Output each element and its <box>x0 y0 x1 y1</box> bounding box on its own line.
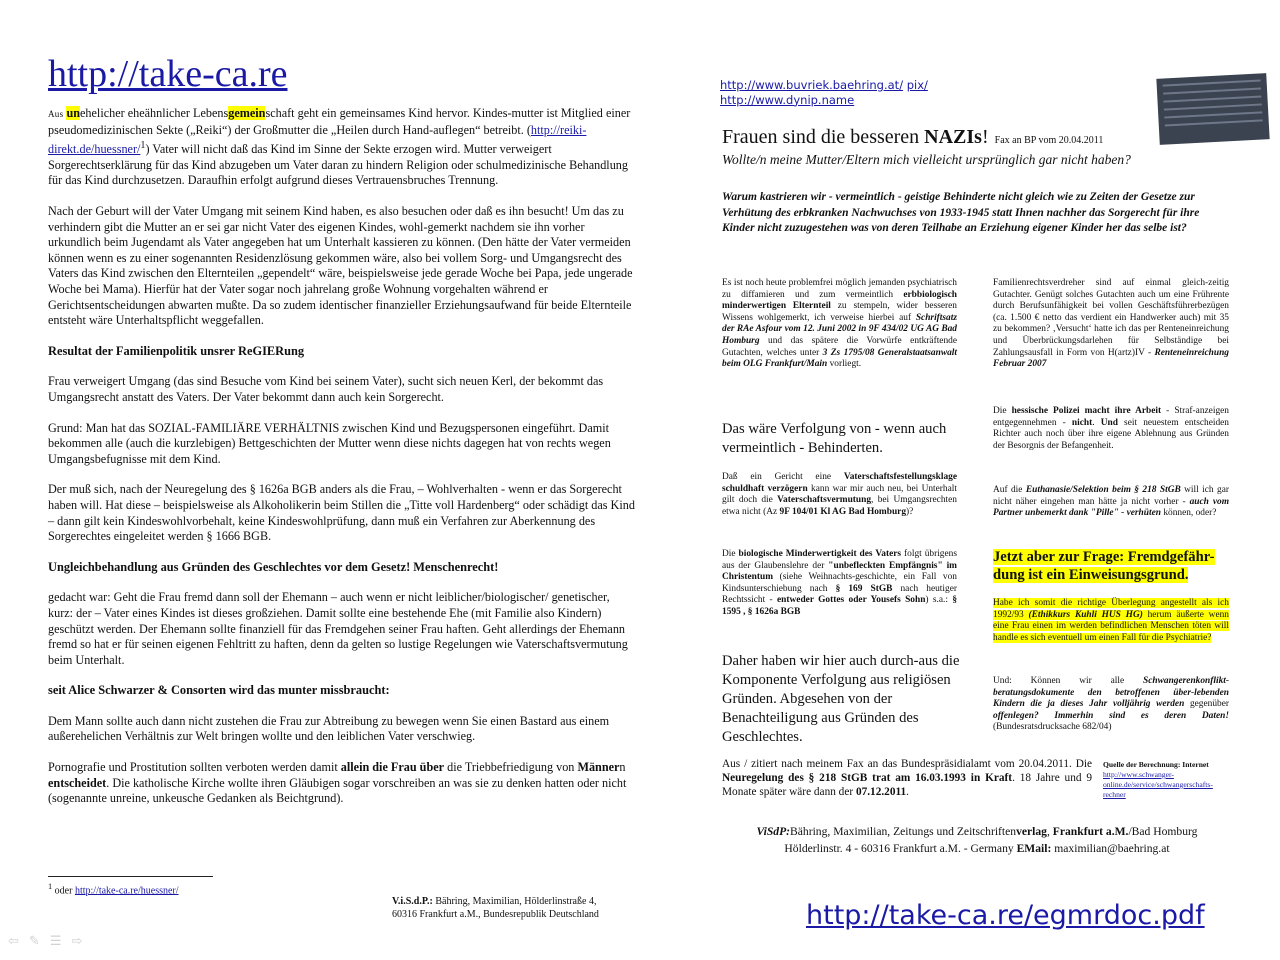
paragraph-7: Dem Mann sollte auch dann nicht zustehen die Frau zur Abtreibung zu bewegen wenn Sie einen Bastard aus einem außerehelichen Verhältnis zur Welt bringen wollte und den leiblichen Vater verschwieg. <box>48 713 610 744</box>
col1-paragraph-3: Die biologische Minderwertigkeit des Vaters folgt übrigens aus der Glaubenslehre der "unbefleckten Empfängnis" im Christentum (siehe Weihnachts-geschichte, ein Fall von Kindsunterschiebung nach § 169 StGB nach heutiger Rechtssicht - entweder Gottes oder Yousefs Sohn) s.a.: § 1595 , § 1626a BGB <box>722 549 957 617</box>
buvriek-link[interactable]: http://www.buvriek.baehring.at/ <box>720 78 904 92</box>
heading-alice-schwarzer: seit Alice Schwarzer & Consorten wird das munter missbraucht: <box>48 683 390 698</box>
postage-stamp-image <box>1156 73 1269 145</box>
pen-icon[interactable]: ✎ <box>28 934 50 949</box>
header-links <box>720 78 1230 107</box>
footnote: $^1$ oder http://take-ca.re/huessner/ <box>48 882 179 897</box>
dynip-link[interactable]: http://www.dynip.name <box>720 92 855 107</box>
col1-heading-verfolgung: Das wäre Verfolgung von - wenn auch vermeintlich - Behinderten. <box>722 421 947 456</box>
question-paragraph: Warum kastrieren wir - vermeintlich - geistige Behinderte nicht gleich wie zu Zeiten der Gesetze zur Verhütung des erbkranken Nachwuchses von 1933-1945 statt Ihnen nachher das Sorgerecht für ihre Kinder nicht zuzugestehen was von deren Teilhabe an Erziehung eigener Kinder her das selbe ist? <box>722 191 1200 234</box>
paragraph-1: Aus unehelicher eheähnlicher Lebensgemeinschaft geht ein gemeinsames Kind hervor. Kindes-mutter ist Mitglied einer pseudomedizinischen Sekte („Reiki“) der Großmutter die „Heilen durch Hand-auflegen“ betreibt. (http://reiki-direkt.de/huessner/$^1$) Vater will nicht daß das Kind im Sinne der Sekte erzogen wird. Mutter verweigert Sorgerechtserklärung für das Kind abzugeben um Vater daran zu hindern Religion oder schulmedizinische Behandlung für das Kind durchzusetzen. Daraufhin erfolgt aufgrund dieses Vertrauensbruches Trennung. <box>48 106 631 188</box>
col2-heading-frage: Jetzt aber zur Frage: Fremdgefähr-dung ist ein Einweisungsgrund. <box>993 549 1215 584</box>
col2-paragraph-1: Familienrechtsverdreher sind auf einmal gleich-zeitig Gutachter. Genügt solches Gutachten auch um eine Frührente durch Berufsunfähigkeit bei vollen Geschäftsführerbezügen (ca. 1.500 € netto das verdient ein Handwerker auch) mit 35 zu bekommen? ‚Versucht‘ hatte ich das per Renteneinreichung und Überbrückungsdarlehen für Selbständige bei Zahlungsausfall in Form von H(artz)IV - Renteneinreichung Februar 2007 <box>993 278 1229 370</box>
paragraph-5: Der muß sich, nach der Neuregelung des § 1626a BGB anders als die Frau, – Wohlverhalten - wenn er das Sorgerecht haben will. Hat diese – beispielsweise als Alkoholikerin beim Stillen die „Titte voll Hardenberg“ oder schädigt das Kind – dann gilt kein Kindeswohlvorbehalt, keine Kindeswohlprüfung, dann muß ein Verfahren zur Aberkennung des Sorgerechtes eingeleitet werden § 1666 BGB. <box>48 482 635 544</box>
col1-paragraph-2: Daß ein Gericht eine Vaterschaftsfestellungsklage schuldhaft verzögern kann war mir auch neu, bei Unterhalt gilt doch die Vaterschaftsvermutung, bei Umgangsrechten etwa nicht (Az 9F 104/01 Kl AG Bad Homburg)? <box>722 472 957 517</box>
col1-heading-religion: Daher haben wir hier auch durch-aus die Komponente Verfolgung aus religiösen Gründen. Abgesehen von der Benachteiligung aus Gründen des Geschlechtes. <box>722 653 960 745</box>
col1-paragraph-1: Es ist noch heute problemfrei möglich jemanden psychiatrisch zu diffamieren und zum vermeintlich erbbiologisch minderwertigen Elternteil zu stempeln, wider besseren Wissens wohlgemerkt, ich verweise hierbei auf Schriftsatz der RAe Asfour vom 12. Juni 2002 in 9F 434/02 UG AG Bad Homburg und das spätere die Vorwürfe entkräftende Gutachten, welches unter 3 Zs 1795/08 Generalstaatsanwalt beim OLG Frankfurt/Main vorliegt. <box>722 278 957 370</box>
col2-paragraph-4: Habe ich somit die richtige Überlegung angestellt als ich 1992/93 (Ethikkurs Kuhli HUS HG) herum äußerte wenn eine Frau einen im werden befindlichen Menschen töten will handle es sich eventuell um einen Fall für die Psychiatrie? <box>993 598 1229 643</box>
source-note: Quelle der Berechnung: Internet http://www.schwanger-online.de/service/schwangerschafts-rechner <box>1103 760 1213 799</box>
paragraph-3: Frau verweigert Umgang (das sind Besuche vom Kind bei seinem Vater), sucht sich neuen Kerl, der bekommt das Umgangsrecht anstatt des Vaters. Der Vater bekommt dann auch kein Sorgerecht. <box>48 374 604 404</box>
left-document <box>48 52 636 822</box>
schwanger-online-link[interactable]: http://www.schwanger-online.de/service/schwangerschafts-rechner <box>1103 770 1213 799</box>
arrow-left-icon[interactable]: ⇦ <box>8 934 29 949</box>
bottom-note: Aus / zitiert nach meinem Fax an das Bundespräsidialamt vom 20.04.2011. Die Neuregelung des § 218 StGB trat am 16.03.1993 in Kraft. 18 Jahre und 9 Monate später wäre dann der 07.12.2011. <box>722 758 1093 798</box>
pix-link[interactable]: pix/ <box>906 78 928 92</box>
heading-familienpolitik: Resultat der Familienpolitik unsrer ReGIERung <box>48 343 305 358</box>
col2-paragraph-3: Auf die Euthanasie/Selektion beim § 218 StGB will ich gar nicht näher eingehen man hätte ja nicht vorher - auch vom Partner unbemerkt dank "Pille" - verhüten können, oder? <box>993 485 1229 519</box>
visdp-right: ViSdP:Bähring, Maximilian, Zeitungs und Zeitschriftenverlag, Frankfurt a.M./Bad Homburg Hölderlinstr. 4 - 60316 Frankfurt a.M. - Germany EMail: maximilian@baehring.at <box>756 825 1198 855</box>
fax-title: Frauen sind die besseren NAZIs! Fax an BP vom 20.04.2011 <box>722 126 1104 148</box>
paragraph-2: Nach der Geburt will der Vater Umgang mit seinem Kind haben, es also besuchen oder daß es ihn besucht! Um das zu verhindern gibt die Mutter an er sei gar nicht Vater des eigenen Kindes, wohl-gemerkt nachdem sie ihn vorher urkundlich beim Jugendamt als Vater angegeben hat um Unterhalt kassieren zu können. (Den hätte der Vater vermeiden können wenn es zu einer sogenannten Residenzlösung gekommen wäre, also bei vollem Sorg- und Umgangsrecht des Vaters das Kind zwischen den Elternteilen „gependelt“ wäre, beispielsweise jede gerade Woche bei Papa, jede ungerade Woche bei Mama). Hierfür hat der Vater sogar noch jahrelang große Wohnung vorgehalten während er Gerichtsentscheidungen abwarten mußte. Da so zudem identischer finanzieller Erziehungsaufwand für beide Elternteile entsteht wäre Unterhaltspflicht weggefallen. <box>48 204 633 328</box>
reiki-link[interactable]: http://reiki-direkt.de/huessner/ <box>48 122 587 157</box>
footnote-divider <box>48 876 213 877</box>
egmrdoc-link[interactable]: http://take-ca.re/egmrdoc.pdf <box>806 900 1205 931</box>
heading-ungleichbehandlung: Ungleichbehandlung aus Gründen des Geschlechtes vor dem Gesetz! Menschenrecht! <box>48 559 499 574</box>
col2-paragraph-2: Die hessische Polizei macht ihre Arbeit - Straf-anzeigen entgegennehmen - nicht. Und seit neuestem entscheiden Richter auch noch über ihre eigene Ablehnung aus Gründen der Besorgnis der Befangenheit. <box>993 406 1229 451</box>
footnote-link[interactable]: http://take-ca.re/huessner/ <box>74 885 179 897</box>
menu-icon[interactable]: ☰ <box>49 934 72 949</box>
site-url-link[interactable]: http://take-ca.re <box>48 53 288 95</box>
arrow-right-icon[interactable]: ⇨ <box>71 934 93 949</box>
visdp-left: V.i.S.d.P.: Bähring, Maximilian, Hölderlinstraße 4, 60316 Frankfurt a.M., Bundesrepublik Deutschland <box>392 896 599 920</box>
slide-nav-toolbar <box>8 934 92 949</box>
paragraph-8: Pornografie und Prostitution sollten verboten werden damit allein die Frau über die Triebbefriedigung von Männern entscheidet. Die katholische Kirche wollte ihren Gläubigen sogar vorschreiben an was sie zu denken hatten oder nicht (sogenannte unreine, unkeusche Gedanken als Beichtgrund). <box>48 760 627 806</box>
right-document <box>720 78 1230 107</box>
fax-subtitle: Wollte/n meine Mutter/Eltern mich vielleicht ursprünglich gar nicht haben? <box>722 152 1131 167</box>
paragraph-4: Grund: Man hat das SOZIAL-FAMILIÄRE VERHÄLTNIS zwischen Kind und Bezugspersonen eingeführt. Damit bekommen alle (auch die kurzlebigen) Bettgeschichten der Mutter wenn diese nichts dagegen hat von rechts wegen Umgangsbefugnisse mit dem Kind. <box>48 420 611 466</box>
paragraph-6: gedacht war: Geht die Frau fremd dann soll der Ehemann – auch wenn er nicht leiblicher/biologischer/ genetischer, kurz: der – Vater eines Kindes ist dieses großziehen. Damit sollte eine bestehende Ehe (mit Familie also Kindern) geschützt werden. Der Ehemann sollte finanziell für das Fremdgehen seiner Frau haften. Geht allerdings der Ehemann fremd so hat er für seinen eigenen Fehltritt zu haften, denn da gelten so lustige Regelungen wie Vaterschaftsvermutung beim Unterhalt. <box>48 590 628 667</box>
col2-paragraph-5: Und: Können wir alle Schwangerenkonflikt-beratungsdokumente den betroffenen über-lebenden Kindern die ja dieses Jahr volljährig werden gegenüber offenlegen? Immerhin sind es deren Daten! (Bundesratsdrucksache 682/04) <box>993 676 1230 733</box>
